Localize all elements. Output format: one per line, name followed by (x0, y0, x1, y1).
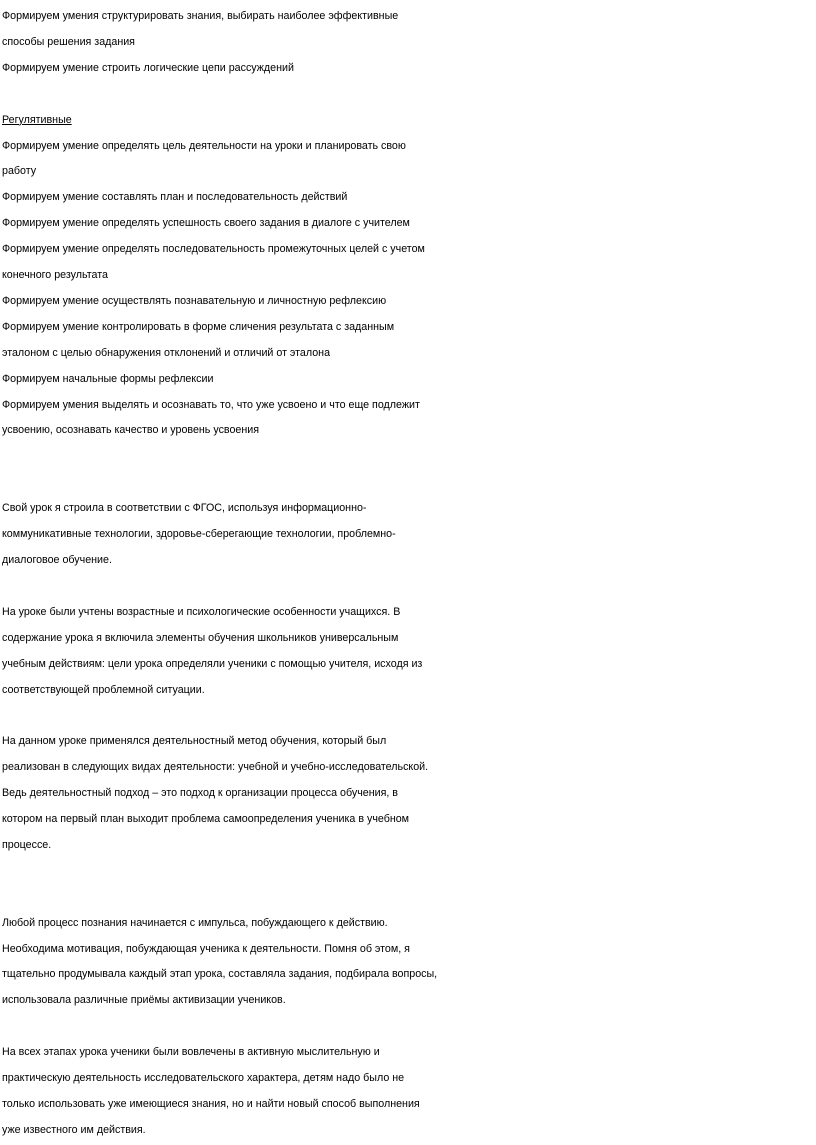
text-line: эталоном с целью обнаружения отклонений и отличий от эталона (2, 346, 331, 359)
blank-line (2, 82, 812, 108)
blank-line (2, 574, 812, 600)
text-line: практическую деятельность исследовательского характера, детям надо было не (2, 1072, 405, 1085)
blank-line (2, 859, 812, 885)
text-line: Формируем умение определять цель деятельности на уроки и планировать свою (2, 139, 406, 152)
text-line: Свой урок я строила в соответствии с ФГОС, используя информационно- (2, 502, 367, 515)
text-line: конечного результата (2, 269, 108, 282)
text-line: только использовать уже имеющиеся знания, но и найти новый способ выполнения (2, 1097, 420, 1110)
text-line: Формируем умения выделять и осознавать то, что уже усвоено и что еще подлежит (2, 398, 420, 411)
text-line: использовала различные приёмы активизации учеников. (2, 994, 286, 1007)
blank-line (2, 444, 812, 470)
text-line: На данном уроке применялся деятельностный метод обучения, который был (2, 735, 387, 748)
text-line: Формируем умение осуществлять познавательную и личностную рефлексию (2, 294, 387, 307)
text-line: содержание урока я включила элементы обучения школьников универсальным (2, 631, 399, 644)
text-line: На уроке были учтены возрастные и психологические особенности учащихся. В (2, 605, 401, 618)
text-line: тщательно продумывала каждый этап урока, составляла задания, подбирала вопросы, (2, 968, 438, 981)
text-line: усвоению, осознавать качество и уровень усвоения (2, 424, 260, 437)
text-line: процессе. (2, 838, 52, 851)
text-line: Ведь деятельностный подход – это подход к организации процесса обучения, в (2, 787, 398, 800)
text-line: способы решения задания (2, 35, 135, 48)
text-line: Формируем умение строить логические цепи рассуждений (2, 61, 294, 74)
text-line: Формируем умение составлять план и последовательность действий (2, 191, 348, 204)
text-line: Формируем умение контролировать в форме сличения результата с заданным (2, 320, 395, 333)
text-line: работу (2, 165, 37, 178)
text-line: диалоговое обучение. (2, 553, 112, 566)
text-line: Необходима мотивация, побуждающая ученика к деятельности. Помня об этом, я (2, 942, 410, 955)
text-line: Формируем умение определять последовательность промежуточных целей с учетом (2, 243, 425, 256)
text-line: На всех этапах урока ученики были вовлечены в активную мыслительную и (2, 1046, 380, 1059)
text-line: Формируем умения структурировать знания, выбирать наиболее эффективные (2, 10, 399, 22)
text-line: соответствующей проблемной ситуации. (2, 683, 205, 696)
text-line: коммуникативные технологии, здоровье-сберегающие технологии, проблемно- (2, 528, 396, 541)
blank-line (2, 470, 812, 496)
text-line: реализован в следующих видах деятельности: учебной и учебно-исследовательской. (2, 761, 429, 774)
section-heading-regulative: Регулятивные (2, 113, 72, 126)
text-line: уже известного им действия. (2, 1123, 146, 1136)
blank-line (2, 885, 812, 911)
text-line: котором на первый план выходит проблема самоопределения ученика в учебном (2, 813, 410, 826)
text-line: учебным действиям: цели урока определяли ученики с помощью учителя, исходя из (2, 657, 423, 670)
document-body (2, 4, 812, 1144)
text-line: Формируем начальные формы рефлексии (2, 372, 214, 385)
text-line: Любой процесс познания начинается с импульса, побуждающего к действию. (2, 916, 388, 929)
blank-line (2, 703, 812, 729)
text-line: Формируем умение определять успешность своего задания в диалоге с учителем (2, 217, 410, 230)
blank-line (2, 1014, 812, 1040)
